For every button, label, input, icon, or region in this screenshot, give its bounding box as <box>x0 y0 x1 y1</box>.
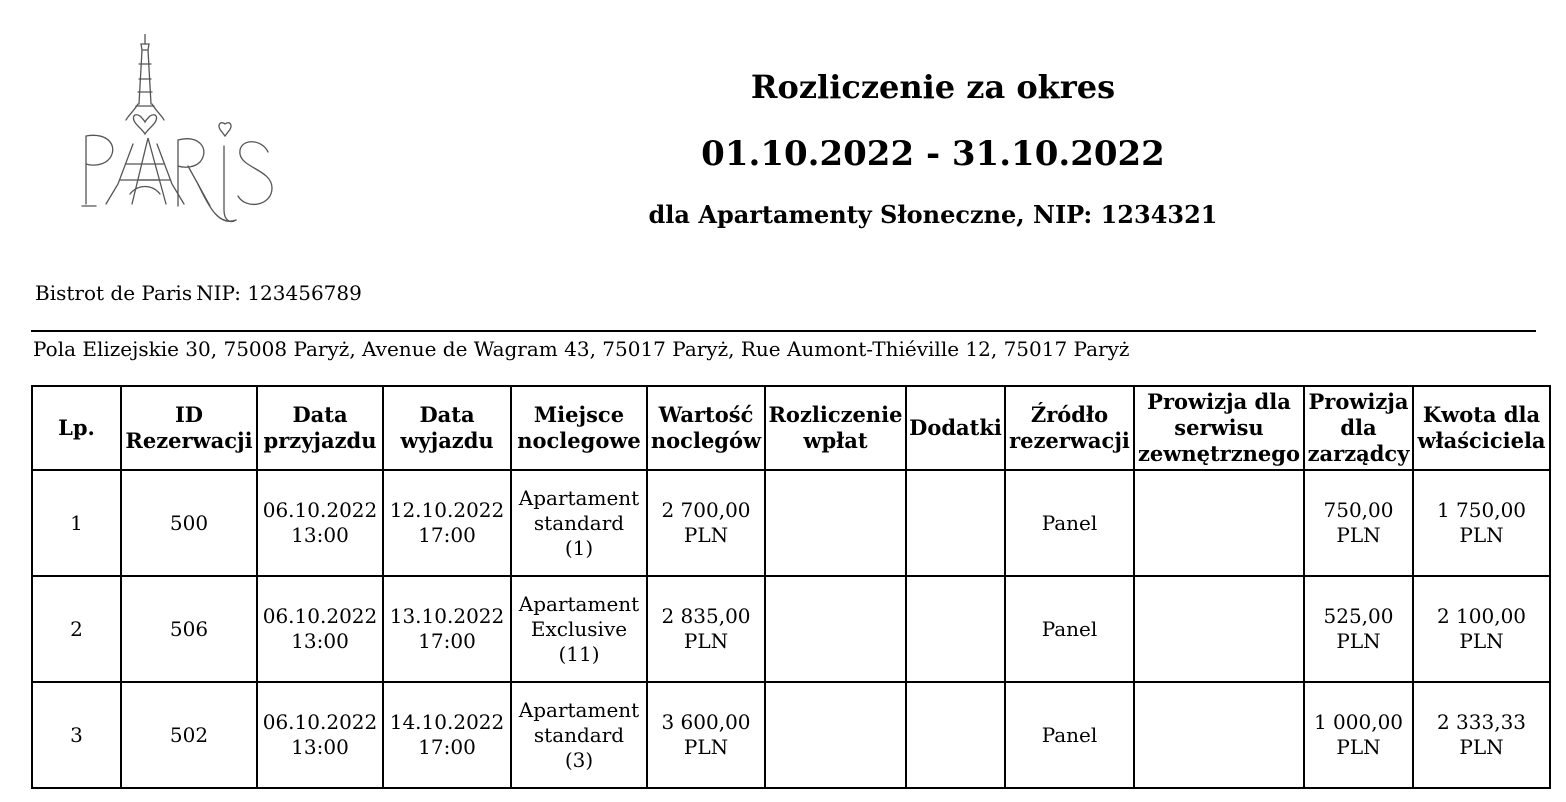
cell-place <box>511 470 647 576</box>
cell-arrival <box>257 470 383 576</box>
cell-text: PLN <box>683 523 729 547</box>
header-col-id <box>121 386 257 470</box>
cell-text: 13:00 <box>291 629 349 653</box>
cell-text: 14.10.2022 <box>389 710 505 734</box>
cell-id <box>121 682 257 788</box>
header-label: dla <box>1340 415 1377 440</box>
cell-text: PLN <box>1459 523 1504 547</box>
cell-text: 13:00 <box>291 735 349 759</box>
cell-text: 13.10.2022 <box>389 604 505 628</box>
cell-text: 2 <box>70 616 83 641</box>
cell-text: PLN <box>1459 735 1504 759</box>
cell-text: PLN <box>1459 629 1504 653</box>
header-label: zarządcy <box>1307 441 1410 466</box>
divider-line <box>31 330 1536 332</box>
cell-text: 17:00 <box>418 629 476 653</box>
cell-departure <box>383 576 511 682</box>
header-col-manager-fee <box>1304 386 1413 470</box>
company-name: Bistrot de Paris <box>35 281 193 305</box>
header-label: Wartość <box>658 402 754 427</box>
header-label: noclegowe <box>517 428 641 453</box>
cell-text: Panel <box>1041 722 1098 747</box>
header-label: Dodatki <box>909 415 1002 440</box>
header-col-arrival <box>257 386 383 470</box>
cell-external-fee <box>1134 576 1304 682</box>
cell-text: standard <box>533 510 625 535</box>
cell-text: 17:00 <box>418 523 476 547</box>
cell-text: 1 000,00 <box>1313 710 1404 734</box>
table-body <box>32 470 1550 788</box>
cell-departure <box>383 682 511 788</box>
header-label: Data <box>292 402 348 427</box>
cell-value <box>647 682 765 788</box>
cell-text: 3 <box>70 722 83 747</box>
header-col-owner-amount <box>1413 386 1550 470</box>
company-info <box>35 281 362 305</box>
cell-text: 3 600,00 <box>661 710 751 734</box>
table-row <box>32 682 1550 788</box>
cell-text: 525,00 <box>1323 604 1394 628</box>
cell-text: 06.10.2022 <box>262 710 378 734</box>
cell-source <box>1005 470 1134 576</box>
cell-arrival <box>257 576 383 682</box>
header-label: Prowizja dla <box>1147 389 1291 414</box>
header-label: przyjazdu <box>263 428 377 453</box>
settlement-table <box>31 385 1551 789</box>
cell-text: 500 <box>169 510 209 535</box>
cell-text: PLN <box>1336 523 1381 547</box>
cell-id <box>121 576 257 682</box>
cell-departure <box>383 470 511 576</box>
cell-text: 06.10.2022 <box>262 498 378 522</box>
header-label: Rezerwacji <box>125 428 253 453</box>
header-label: właściciela <box>1417 428 1546 453</box>
cell-manager-fee <box>1304 470 1413 576</box>
cell-external-fee <box>1134 470 1304 576</box>
cell-text: 13:00 <box>291 523 349 547</box>
header-col-payments <box>765 386 906 470</box>
report-recipient: dla Apartamenty Słoneczne, NIP: 1234321 <box>648 200 1218 229</box>
table-row <box>32 470 1550 576</box>
cell-text: 2 333,33 <box>1436 710 1527 734</box>
cell-text: (11) <box>558 641 600 666</box>
header-col-extras <box>906 386 1005 470</box>
cell-arrival <box>257 682 383 788</box>
cell-text: 2 700,00 <box>661 498 751 522</box>
cell-text: PLN <box>1336 629 1381 653</box>
cell-value <box>647 470 765 576</box>
cell-id <box>121 470 257 576</box>
cell-manager-fee <box>1304 576 1413 682</box>
cell-text: 06.10.2022 <box>262 604 378 628</box>
cell-lp <box>32 470 121 576</box>
cell-text: 1 750,00 <box>1436 498 1527 522</box>
cell-manager-fee <box>1304 682 1413 788</box>
header-col-place <box>511 386 647 470</box>
header-label: Prowizja <box>1308 389 1409 414</box>
paris-logo-icon <box>78 34 278 226</box>
header-label: Kwota dla <box>1422 402 1541 427</box>
cell-text: (3) <box>564 747 594 772</box>
header-label: Rozliczenie <box>768 402 903 427</box>
cell-text: PLN <box>1336 735 1381 759</box>
cell-text: Apartament <box>518 485 640 510</box>
cell-text: 1 <box>70 510 83 535</box>
cell-text: Exclusive <box>530 616 628 641</box>
cell-external-fee <box>1134 682 1304 788</box>
header-label: Miejsce <box>533 402 625 427</box>
header-col-value <box>647 386 765 470</box>
report-period: 01.10.2022 - 31.10.2022 <box>701 134 1165 174</box>
cell-extras <box>906 682 1005 788</box>
cell-text: 506 <box>169 616 209 641</box>
cell-text: 2 835,00 <box>661 604 751 628</box>
cell-text: Panel <box>1041 616 1098 641</box>
cell-owner-amount <box>1413 470 1550 576</box>
cell-place <box>511 682 647 788</box>
header-label: noclegów <box>650 428 762 453</box>
cell-text: standard <box>533 722 625 747</box>
cell-payments <box>765 682 906 788</box>
header-col-departure <box>383 386 511 470</box>
cell-source <box>1005 682 1134 788</box>
header-label: rezerwacji <box>1009 428 1130 453</box>
cell-text: Apartament <box>518 697 640 722</box>
cell-payments <box>765 470 906 576</box>
cell-extras <box>906 576 1005 682</box>
cell-lp <box>32 576 121 682</box>
cell-text: 12.10.2022 <box>389 498 505 522</box>
cell-text: 17:00 <box>418 735 476 759</box>
header-label: ID <box>174 402 204 427</box>
cell-text: PLN <box>683 629 729 653</box>
table-row <box>32 576 1550 682</box>
cell-text: 502 <box>169 722 209 747</box>
report-title: Rozliczenie za okres <box>750 68 1116 106</box>
cell-text: Apartament <box>518 591 640 616</box>
cell-place <box>511 576 647 682</box>
header-label: Źródło <box>1030 402 1109 427</box>
header-label: wyjazdu <box>400 428 494 453</box>
cell-text: PLN <box>683 735 729 759</box>
company-nip: NIP: 123456789 <box>196 281 362 305</box>
cell-source <box>1005 576 1134 682</box>
header-col-source <box>1005 386 1134 470</box>
cell-lp <box>32 682 121 788</box>
header-col-external-fee <box>1134 386 1304 470</box>
table-header-row <box>32 386 1550 470</box>
cell-value <box>647 576 765 682</box>
header-label: zewnętrznego <box>1137 441 1300 466</box>
cell-text: Panel <box>1041 510 1098 535</box>
cell-text: 2 100,00 <box>1436 604 1527 628</box>
company-address: Pola Elizejskie 30, 75008 Paryż, Avenue de Wagram 43, 75017 Paryż, Rue Aumont-Thiéville 12, 75017 Paryż <box>33 337 1130 361</box>
cell-text: 750,00 <box>1323 498 1394 522</box>
cell-owner-amount <box>1413 576 1550 682</box>
cell-payments <box>765 576 906 682</box>
header-label: wpłat <box>803 428 868 453</box>
cell-owner-amount <box>1413 682 1550 788</box>
header-label: Data <box>419 402 475 427</box>
header-label: Lp. <box>58 415 95 440</box>
header-col-lp <box>32 386 121 470</box>
header-label: serwisu <box>1174 415 1264 440</box>
cell-text: (1) <box>564 535 594 560</box>
cell-extras <box>906 470 1005 576</box>
